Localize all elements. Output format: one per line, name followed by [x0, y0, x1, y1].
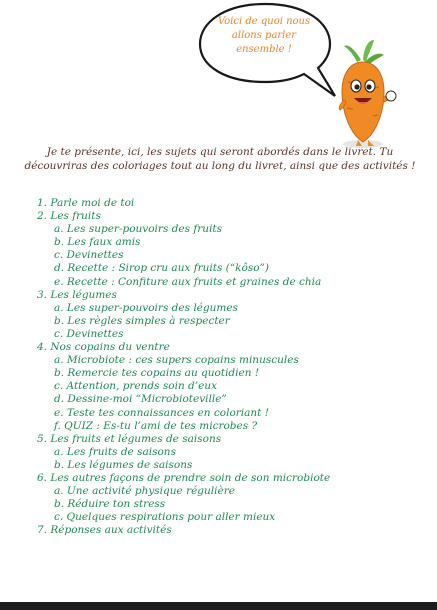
carrot-mascot-icon: [328, 38, 398, 150]
toc-subsection: c. Devinettes: [54, 327, 124, 340]
toc-subsection: b. Réduire ton stress: [54, 498, 166, 511]
toc-subsection: d. Dessine-moi “Microbioteville”: [54, 393, 227, 406]
toc-section: 5. Les fruits et légumes de saisons: [37, 432, 222, 445]
toc-subsection: b. Les légumes de saisons: [54, 458, 193, 471]
toc-subsection: e. Teste tes connaissances en coloriant !: [54, 406, 269, 419]
toc-section: 3. Les légumes: [37, 288, 117, 301]
toc-subsection: f. QUIZ : Es-tu l’ami de tes microbes ?: [54, 419, 258, 432]
table-of-contents: [37, 197, 427, 537]
toc-subsection: a. Une activité physique régulière: [54, 485, 235, 498]
toc-subsection: a. Les super-pouvoirs des fruits: [54, 223, 222, 236]
toc-section: 6. Les autres façons de prendre soin de son microbiote: [37, 471, 331, 484]
toc-section: 4. Nos copains du ventre: [37, 341, 170, 354]
bubble-text: Voici de quoi nous allons parler ensemble !: [217, 16, 311, 55]
toc-section: 1. Parle moi de toi: [37, 197, 135, 209]
toc-subsection: a. Les super-pouvoirs des légumes: [54, 301, 238, 314]
bottom-bar: [0, 602, 437, 610]
toc-subsection: a. Les fruits de saisons: [54, 445, 176, 458]
toc-subsection: b. Remercie tes copains au quotidien !: [54, 367, 260, 380]
intro-paragraph: Je te présente, ici, les sujets qui seront abordés dans le livret. Tu découvriras des coloriages tout au long du livret, ainsi que des activités !: [24, 146, 416, 172]
toc-section: 2. Les fruits: [37, 210, 101, 223]
toc-subsection: a. Microbiote : ces supers copains minuscules: [54, 354, 299, 367]
toc-subsection: c. Quelques respirations pour aller mieux: [54, 511, 276, 524]
toc-subsection: c. Attention, prends soin d’eux: [54, 380, 217, 393]
toc-subsection: e. Recette : Confiture aux fruits et graines de chia: [54, 275, 322, 288]
toc-subsection: c. Devinettes: [54, 249, 124, 262]
toc-subsection: d. Recette : Sirop cru aux fruits (“kôso”): [54, 262, 270, 275]
toc-section: 7. Réponses aux activités: [37, 524, 172, 537]
toc-subsection: b. Les règles simples à respecter: [54, 314, 230, 327]
toc-subsection: b. Les faux amis: [54, 236, 141, 249]
